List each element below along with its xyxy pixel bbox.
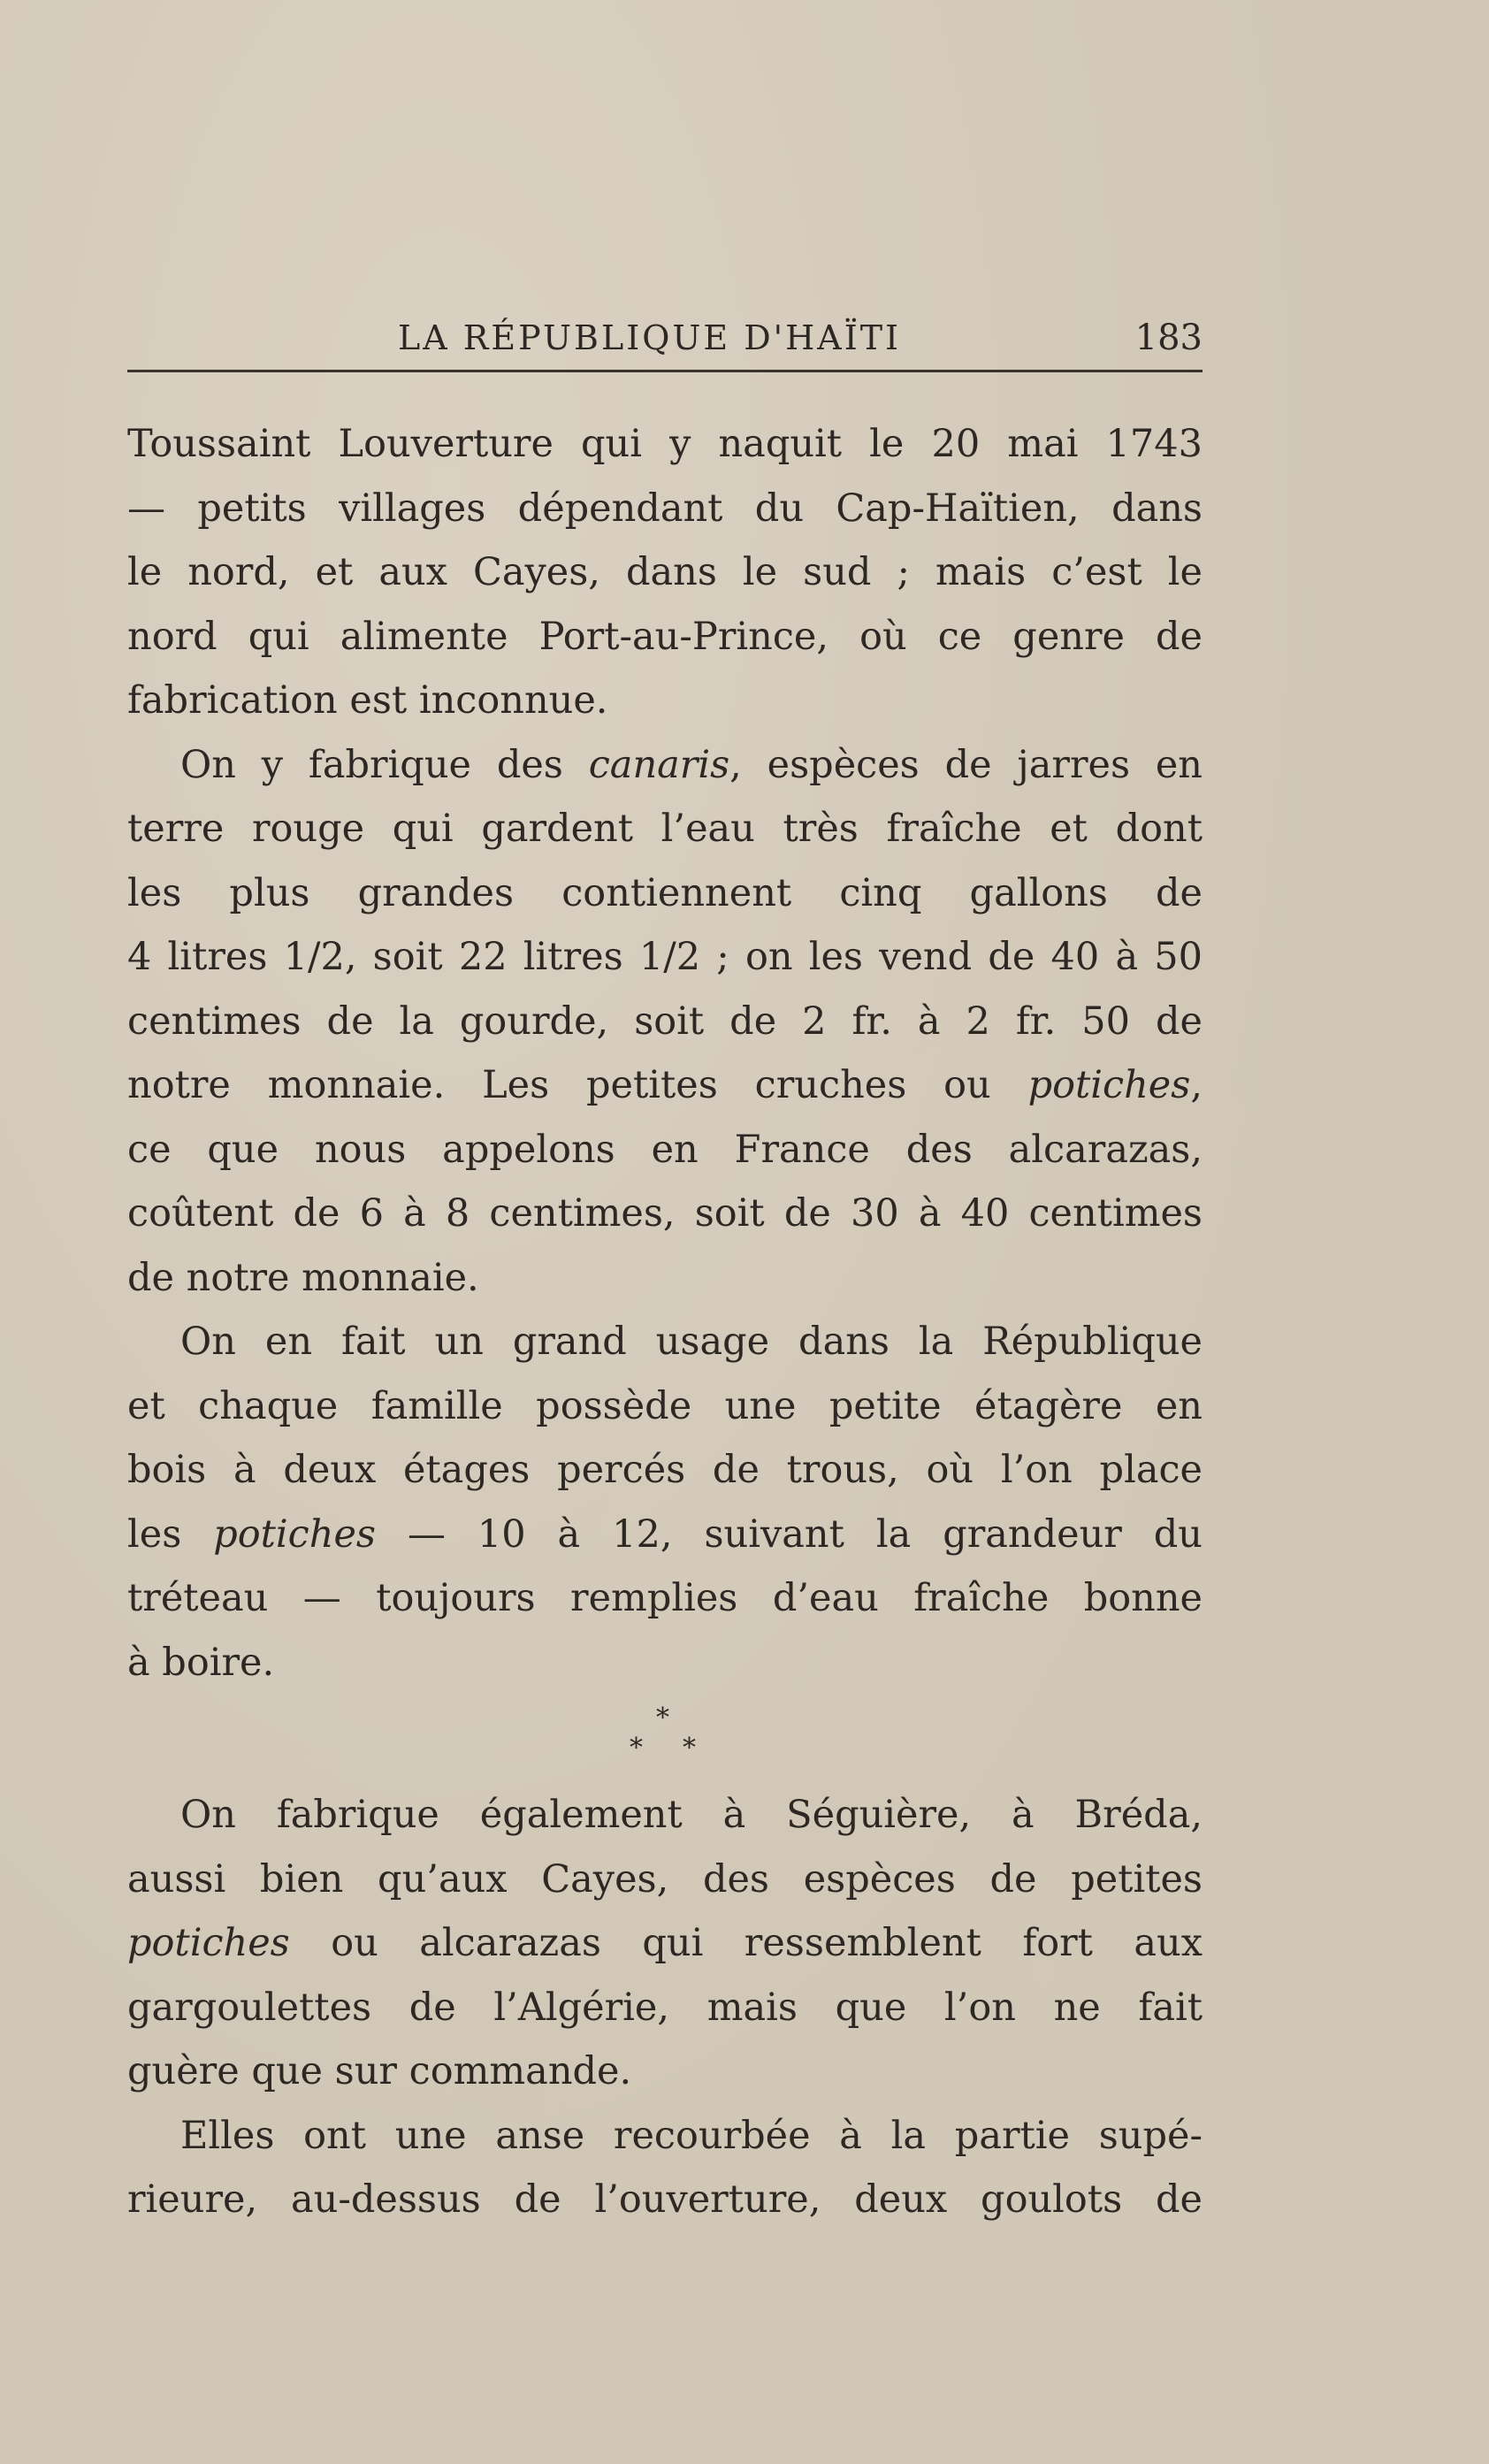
text-line: à boire. xyxy=(127,1640,275,1685)
text-line: On en fait un grand usage dans la République xyxy=(180,1320,1203,1364)
text-line: rieure, au-dessus de l’ouverture, deux goulots de xyxy=(127,2177,1203,2222)
text-line: On fabrique également à Séguière, à Bréda, xyxy=(180,1793,1203,1837)
text-line: coûtent de 6 à 8 centimes, soit de 30 à 40 centimes xyxy=(127,1191,1203,1236)
asterisk-glyph: * xyxy=(656,1703,669,1733)
text-line: tréteau — toujours remplies d’eau fraîche bonne xyxy=(127,1576,1203,1620)
text-line: — petits villages dépendant du Cap-Haïtien, dans xyxy=(127,486,1203,531)
running-head xyxy=(127,311,1203,364)
body-text xyxy=(127,412,1203,2232)
text-line: fabrication est inconnue. xyxy=(127,678,608,723)
text-line: terre rouge qui gardent l’eau très fraîche et dont xyxy=(127,807,1203,851)
text-line: et chaque famille possède une petite étagère en xyxy=(127,1383,1203,1428)
text-line: notre monnaie. Les petites cruches ou potiches, xyxy=(127,1063,1203,1107)
text-line: On y fabrique des canaris, espèces de jarres en xyxy=(180,742,1203,787)
running-title: LA RÉPUBLIQUE D'HAÏTI xyxy=(398,318,902,357)
asterisk-glyph: * xyxy=(630,1733,643,1764)
text-line: les potiches — 10 à 12, suivant la grandeur du xyxy=(127,1511,1203,1557)
text-line: nord qui alimente Port-au-Prince, où ce genre de xyxy=(127,614,1203,659)
text-line: 4 litres 1/2, soit 22 litres 1/2 ; on les vend de 40 à 50 xyxy=(127,935,1203,979)
text-line: centimes de la gourde, soit de 2 fr. à 2 fr. 50 de xyxy=(127,999,1203,1044)
text-line: bois à deux étages percés de trous, où l’on place xyxy=(127,1448,1203,1492)
text-line: aussi bien qu’aux Cayes, des espèces de petites xyxy=(127,1856,1203,1902)
text-line: potiches ou alcarazas qui ressemblent fort aux xyxy=(127,1921,1203,1965)
text-line: Toussaint Louverture qui y naquit le 20 mai 1743 xyxy=(127,422,1203,466)
text-line: guère que sur commande. xyxy=(127,2049,632,2093)
section-asterism xyxy=(127,1695,1203,1783)
text-line: ce que nous appelons en France des alcarazas, xyxy=(127,1127,1203,1172)
text-line: Elles ont une anse recourbée à la partie supé- xyxy=(180,2113,1203,2158)
page-number: 183 xyxy=(1134,318,1203,358)
header-rule xyxy=(127,370,1203,372)
asterisk-glyph: * xyxy=(683,1733,696,1764)
text-line: le nord, et aux Cayes, dans le sud ; mais c’est le xyxy=(127,550,1203,594)
text-line: les plus grandes contiennent cinq gallons de xyxy=(127,870,1203,915)
text-line: de notre monnaie. xyxy=(127,1255,479,1300)
text-line: gargoulettes de l’Algérie, mais que l’on ne fait xyxy=(127,1985,1203,2030)
